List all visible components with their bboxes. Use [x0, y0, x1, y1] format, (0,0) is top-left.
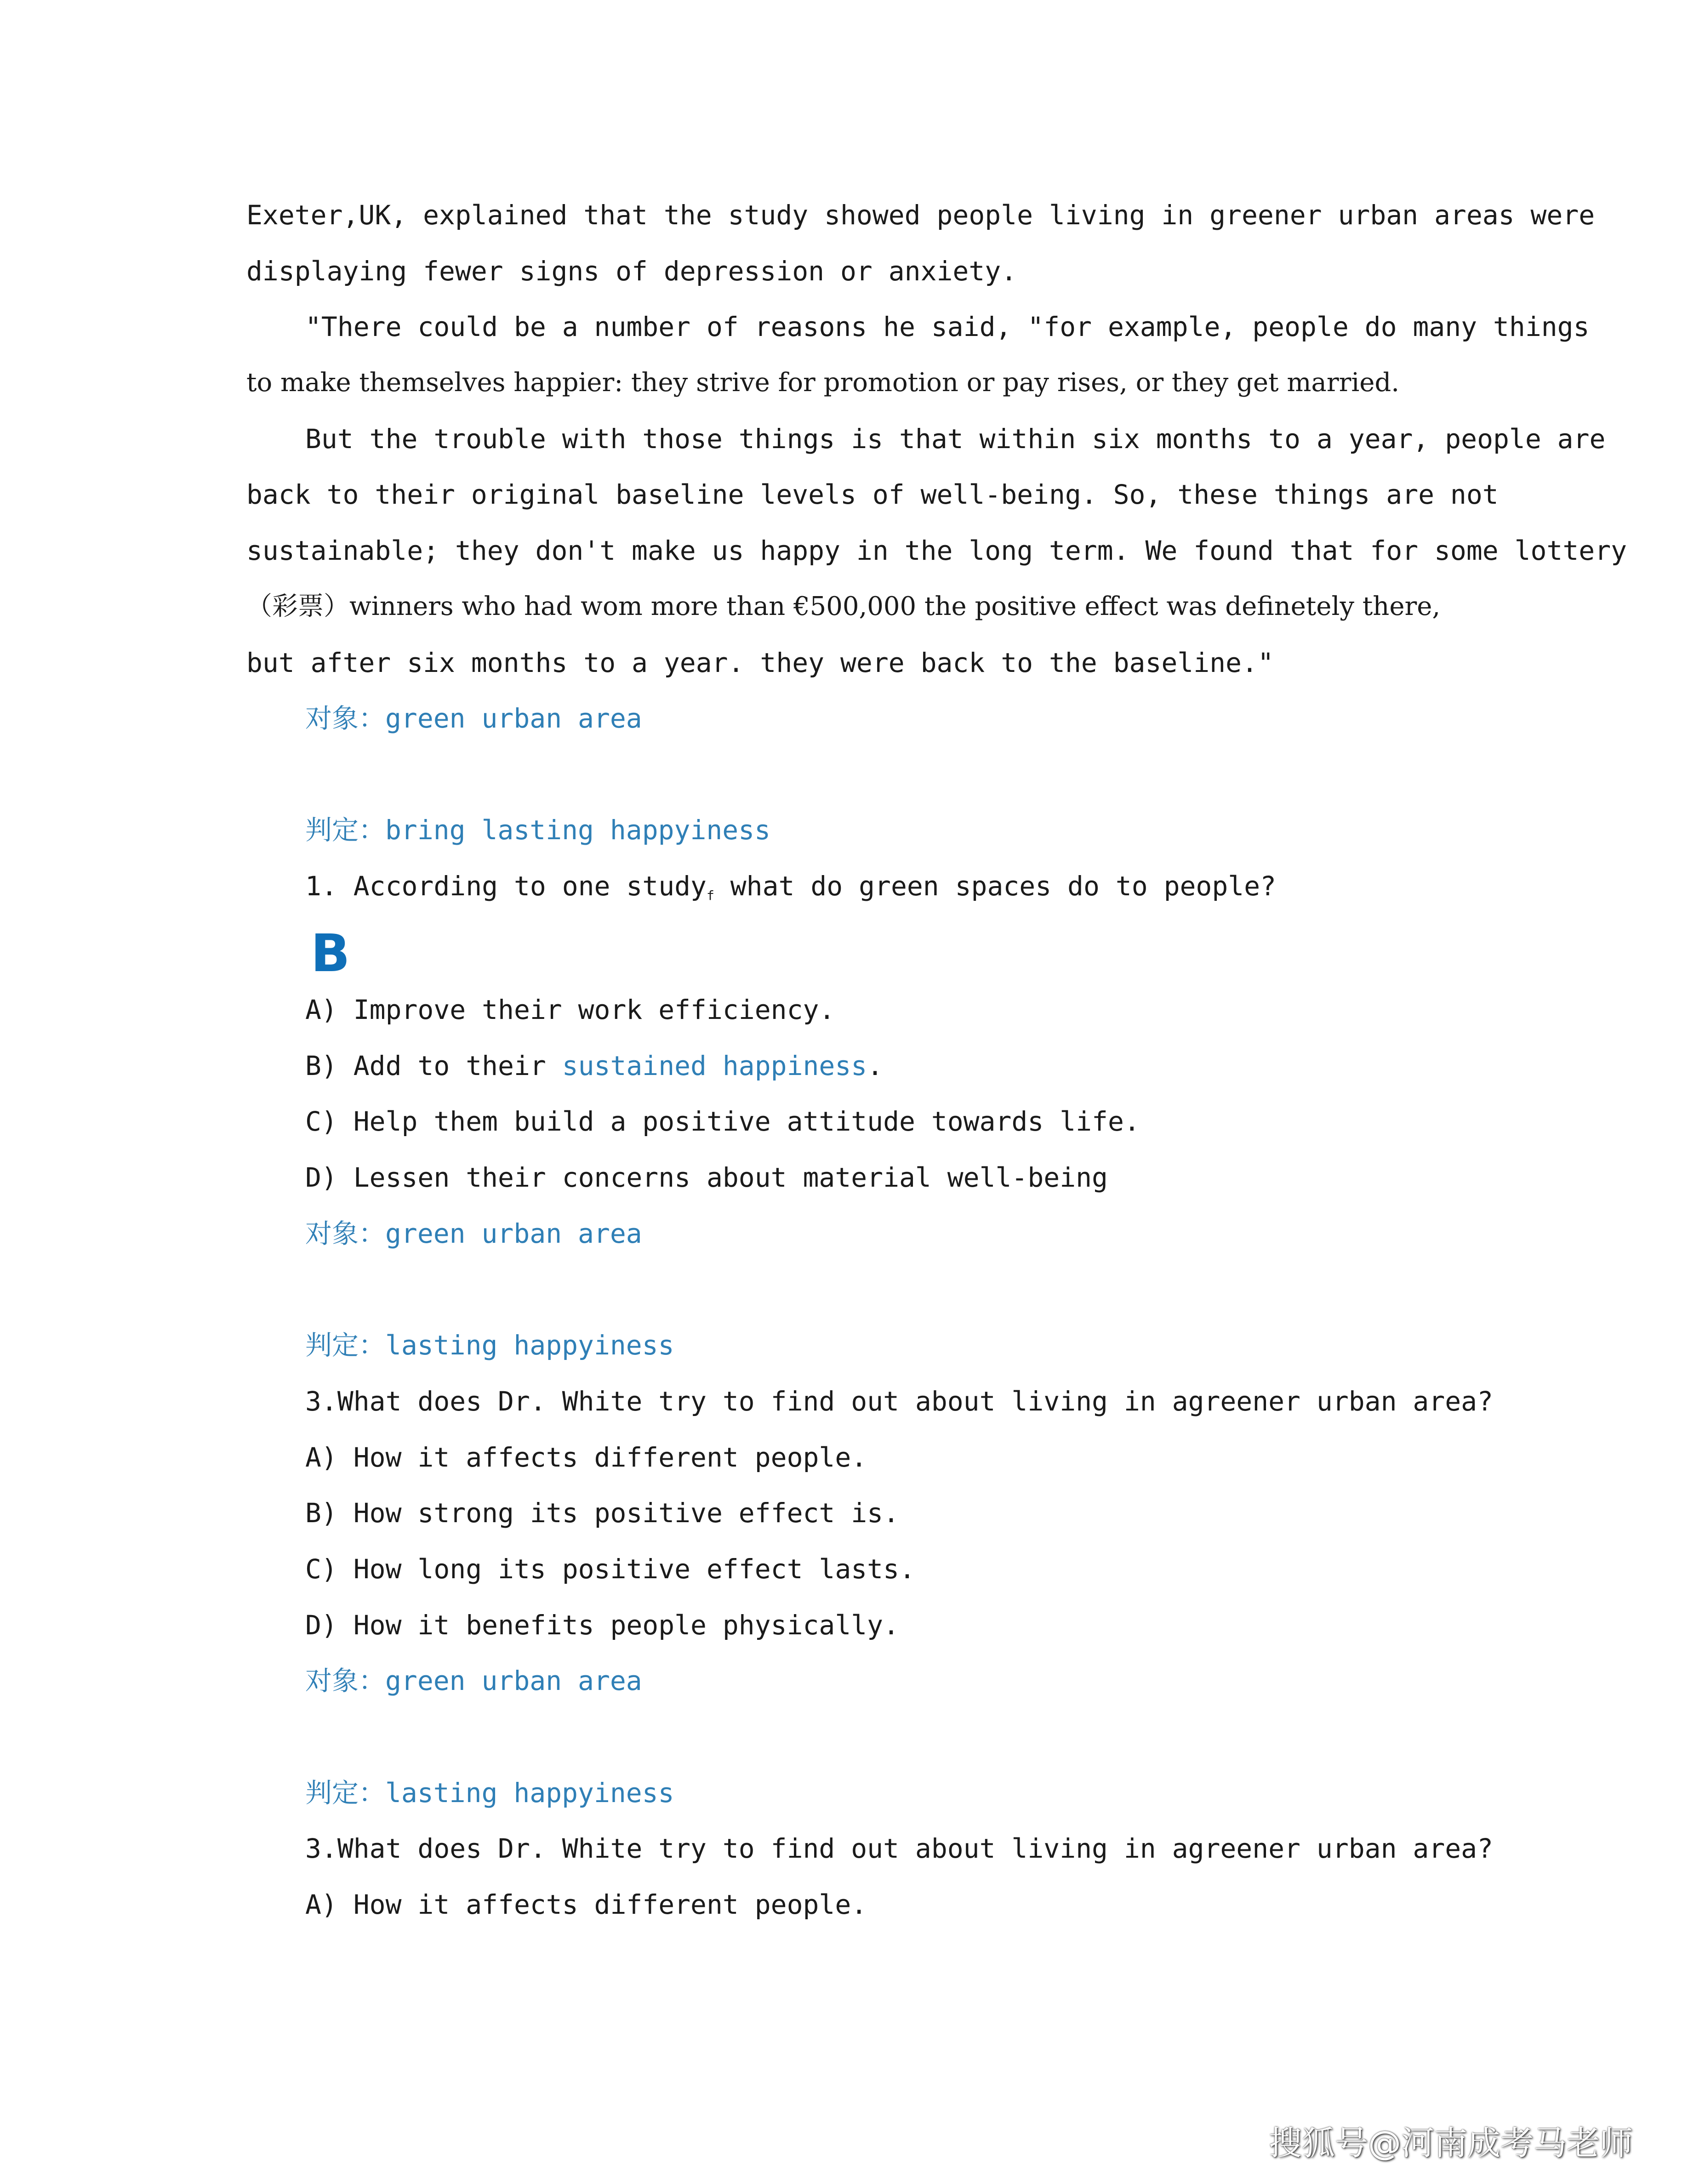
- q3-repeat-option-a: A) How it affects different people.: [305, 1889, 867, 1920]
- q3-option-d: D) How it benefits people physically.: [305, 1610, 900, 1641]
- note-object-3: 对象：green urban area: [305, 1665, 642, 1696]
- q1-option-b-end: .: [867, 1050, 884, 1081]
- note-judgement-1: 判定：bring lasting happyiness: [305, 814, 771, 846]
- q3-option-a: A) How it affects different people.: [305, 1442, 867, 1473]
- question-3: 3.What does Dr. White try to find out about living in agreener urban area?: [305, 1386, 1494, 1417]
- question-1: [305, 870, 1276, 912]
- q1-option-c: C) Help them build a positive attitude towards life.: [305, 1106, 1140, 1137]
- passage-line-8: （彩票）winners who had wom more than €500,000 the positive effect was definetely there,: [246, 592, 1441, 621]
- question-1-text-end: what do green spaces do to people?: [714, 870, 1277, 902]
- passage-line-3: "There could be a number of reasons he said, "for example, people do many things: [305, 311, 1590, 342]
- note-object-2: 对象：green urban area: [305, 1218, 642, 1249]
- q3-option-b: B) How strong its positive effect is.: [305, 1497, 900, 1529]
- q3-option-c: C) How long its positive effect lasts.: [305, 1553, 915, 1585]
- note-object-1: 对象：green urban area: [305, 703, 642, 734]
- passage-line-5: But the trouble with those things is that within six months to a year, people are: [305, 423, 1606, 455]
- passage-line-4: to make themselves happier: they strive for promotion or pay rises, or they get married.: [246, 368, 1400, 398]
- passage-line-1: Exeter,UK, explained that the study showed people living in greener urban areas were: [246, 199, 1595, 231]
- note-judgement-3: 判定：lasting happyiness: [305, 1777, 674, 1809]
- q1-option-a: A) Improve their work efficiency.: [305, 994, 835, 1025]
- q1-option-b-highlight: sustained happiness: [562, 1050, 867, 1081]
- passage-line-9: but after six months to a year. they were back to the baseline.": [246, 647, 1274, 678]
- question-3-repeat: 3.What does Dr. White try to find out about living in agreener urban area?: [305, 1833, 1494, 1864]
- passage-line-2: displaying fewer signs of depression or anxiety.: [246, 256, 1017, 287]
- q1-option-b-text: B) Add to their: [305, 1050, 562, 1081]
- watermark: 搜狐号@河南成考马老师: [1268, 2124, 1633, 2162]
- passage-line-7: sustainable; they don't make us happy in the long term. We found that for some lottery: [246, 535, 1627, 566]
- q1-option-b: [305, 1050, 883, 1082]
- note-judgement-2: 判定：lasting happyiness: [305, 1330, 674, 1361]
- q1-option-d: D) Lessen their concerns about material well-being: [305, 1162, 1108, 1193]
- answer-marker: B: [311, 924, 350, 984]
- question-1-text-start: 1. According to one study: [305, 870, 707, 902]
- passage-line-6: back to their original baseline levels of well-being. So, these things are not: [246, 479, 1499, 510]
- question-1-subscript: f: [706, 888, 714, 903]
